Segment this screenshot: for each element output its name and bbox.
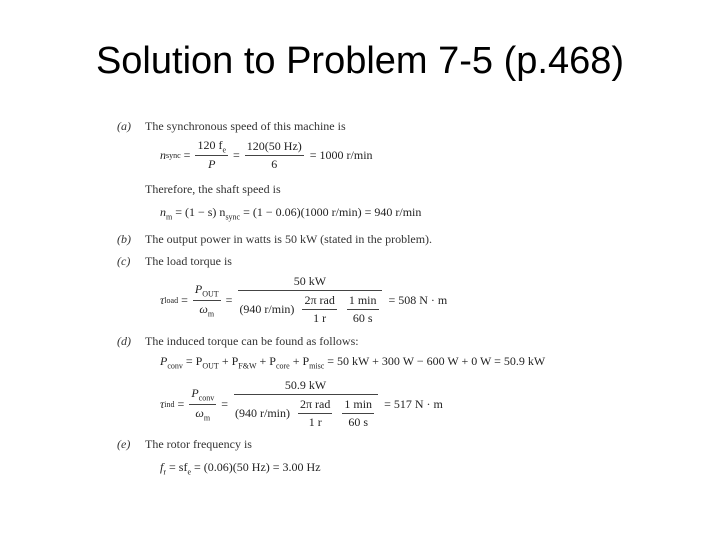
pconv-over-wm [189, 386, 216, 422]
speed-d-value: (940 r/min) [235, 406, 290, 420]
sync-speed-equation: n sync = $\frac{120 f_e}{P}$ = $\frac{120(50 Hz)}{6}$ = 1000 r/min [160, 138, 373, 172]
pconv-subscript: conv [167, 361, 183, 371]
sync-speed-result: = 1000 r/min [309, 147, 373, 162]
rad-den: 1 r [313, 311, 327, 325]
term-pcore-sub: core [275, 361, 290, 371]
induced-torque-equation: τ ind = $\frac{P_{conv}}{\omega_m}$ = 50.9 kW (940 r/min) $\frac{\text{2π rad}}{1 r}$ $\frac{1 \min}{60 s}$ = 517 N · m [160, 378, 443, 429]
rad-conversion-d [298, 397, 332, 430]
part-a-text: The synchronous speed of this machine is [145, 119, 346, 133]
tau-load-symbol: τ [160, 292, 165, 307]
slip-expression: = (1 − s) n [175, 205, 226, 219]
pconv-equation [160, 354, 545, 370]
term-pmisc-sub: misc [309, 361, 325, 371]
shaft-speed-result: = (1 − 0.06)(1000 r/min) = 940 r/min [243, 205, 422, 219]
frac2-numerator: 120(50 Hz) [245, 139, 304, 156]
fe-subscript: e [187, 467, 192, 477]
pconv-symbol: P [160, 354, 168, 368]
term-pcore: + P [256, 354, 276, 368]
tau-ind-symbol: τ [160, 396, 165, 411]
part-c-text: The load torque is [145, 254, 232, 268]
part-a-label: (a) [117, 119, 131, 133]
shaft-speed-equation [160, 205, 421, 221]
power-value: 50 kW [238, 274, 382, 291]
fe-subscript: e [222, 145, 227, 155]
min-conversion-d [342, 397, 374, 430]
tau-ind-subscript: ind [164, 399, 175, 409]
load-torque-result: = 508 N · m [388, 292, 448, 307]
fraction-120fe-over-p [195, 138, 228, 172]
part-e-label: (e) [117, 437, 131, 451]
nsync-subscript: sync [166, 150, 181, 160]
term-pout-sub: OUT [202, 361, 219, 371]
pout-subscript: OUT [202, 289, 219, 299]
pconv-result: = 50 kW + 300 W − 600 W + 0 W = 50.9 kW [327, 354, 546, 368]
rad-num: 2π rad [302, 293, 336, 310]
load-torque-big-fraction [237, 274, 382, 326]
omega-d-symbol: ω [195, 405, 204, 420]
frac-denominator: P [208, 157, 216, 172]
slide-title: Solution to Problem 7-5 (p.468) [95, 40, 625, 82]
min-conversion [347, 293, 379, 326]
therefore-text: Therefore, the shaft speed is [145, 182, 281, 196]
min-den-d: 60 s [348, 415, 369, 429]
nm-symbol: n [160, 205, 166, 219]
pout-symbol: P [194, 282, 203, 297]
term-pmisc: + P [289, 354, 310, 368]
part-d-label: (d) [117, 334, 131, 348]
pconv-num-symbol: P [191, 386, 199, 401]
omega-d-subscript: m [203, 412, 211, 422]
sfe-expression: = sf [169, 460, 188, 474]
induced-torque-big-fraction [233, 378, 378, 430]
rotor-frequency-result: = (0.06)(50 Hz) = 3.00 Hz [194, 460, 321, 474]
min-den: 60 s [352, 311, 373, 325]
term-pout: = P [185, 354, 203, 368]
frac2-denominator: 6 [271, 156, 278, 171]
min-num-d: 1 min [342, 397, 374, 414]
part-c-label: (c) [117, 254, 131, 268]
part-d-text: The induced torque can be found as follows: [145, 334, 359, 348]
term-pfw-sub: F&W [238, 361, 257, 371]
omega-symbol: ω [199, 301, 208, 316]
rotor-frequency-equation [160, 460, 321, 476]
load-torque-equation: τ load = $\frac{P_{OUT}}{\omega_m}$ = 50 kW (940 r/min) $\frac{\text{2π rad}}{1 r}$ $\frac{1 \min}{60 s}$ = 508 N · m [160, 274, 448, 325]
pconv-num-subscript: conv [198, 393, 215, 403]
part-b-text: The output power in watts is 50 kW (stated in the problem). [145, 232, 433, 246]
part-b-label: (b) [117, 232, 131, 246]
pconv-value: 50.9 kW [234, 378, 378, 395]
omega-subscript: m [207, 308, 215, 318]
fr-symbol: f [160, 460, 164, 474]
rad-num-d: 2π rad [298, 397, 332, 414]
part-e-text: The rotor frequency is [145, 437, 252, 451]
speed-value: (940 r/min) [239, 302, 295, 316]
rad-conversion [302, 293, 336, 326]
fr-subscript: r [163, 467, 167, 477]
term-pfw: + P [218, 354, 239, 368]
min-num: 1 min [347, 293, 379, 310]
nsync-symbol: n [160, 147, 166, 162]
frac-numerator: 120 f [197, 138, 223, 152]
tau-load-subscript: load [164, 295, 179, 305]
rad-den-d: 1 r [308, 415, 322, 429]
fraction-numeric [245, 139, 304, 172]
pout-over-wm [193, 282, 221, 318]
induced-torque-result: = 517 N · m [384, 396, 443, 411]
sync-subscript: sync [225, 212, 241, 222]
nm-subscript: m [166, 212, 173, 222]
